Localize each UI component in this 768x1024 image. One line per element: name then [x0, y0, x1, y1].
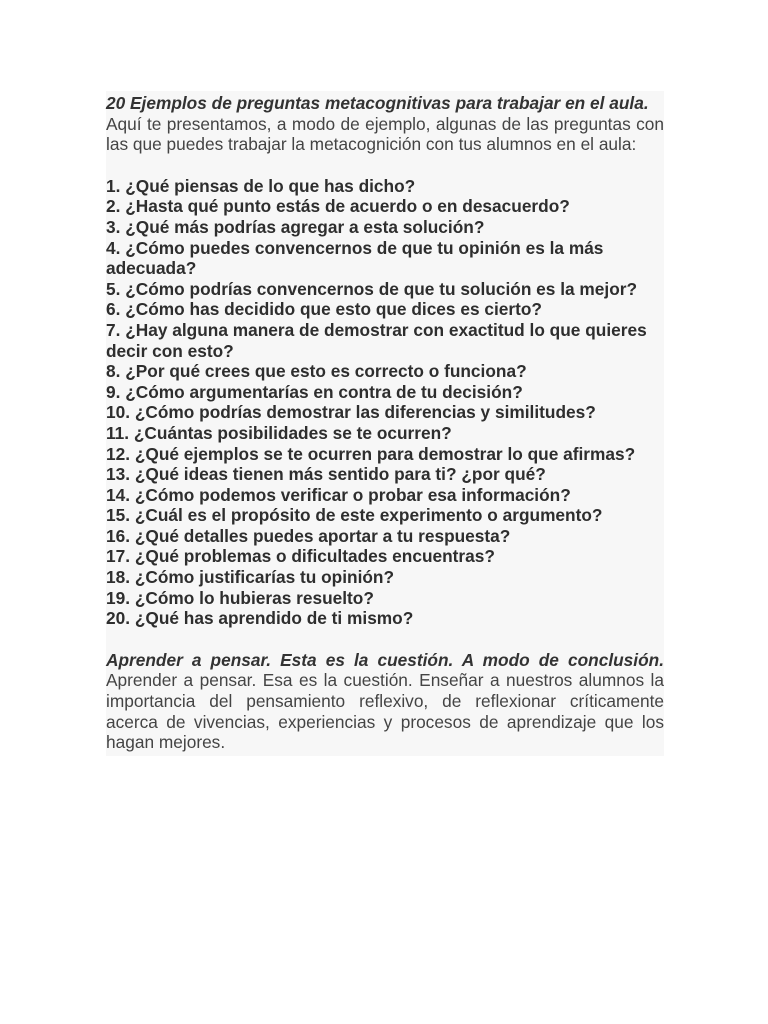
- question-list: [106, 176, 664, 629]
- question-item: 10. ¿Cómo podrías demostrar las diferencias y similitudes?: [106, 402, 596, 423]
- spacer: [106, 629, 664, 650]
- article-text-block: [106, 91, 664, 756]
- question-item: 4. ¿Cómo puedes convencernos de que tu opinión es la más adecuada?: [106, 237, 604, 279]
- conclusion-heading: Aprender a pensar. Esta es la cuestión. A modo de conclusión.: [106, 649, 664, 670]
- question-item: 18. ¿Cómo justificarías tu opinión?: [106, 567, 395, 588]
- question-item: 3. ¿Qué más podrías agregar a esta solución?: [106, 216, 485, 237]
- question-item: 9. ¿Cómo argumentarías en contra de tu decisión?: [106, 381, 523, 402]
- question-item: 16. ¿Qué detalles puedes aportar a tu respuesta?: [106, 525, 511, 546]
- question-item: 14. ¿Cómo podemos verificar o probar esa información?: [106, 484, 571, 505]
- spacer: [106, 155, 664, 176]
- question-item: 12. ¿Qué ejemplos se te ocurren para demostrar lo que afirmas?: [106, 443, 636, 464]
- question-item: 5. ¿Cómo podrías convencernos de que tu solución es la mejor?: [106, 278, 638, 299]
- intro-paragraph: Aquí te presentamos, a modo de ejemplo, algunas de las preguntas con las que puedes trabajar la metacognición con tus alumnos en el aula:: [106, 113, 664, 155]
- question-item: 20. ¿Qué has aprendido de ti mismo?: [106, 608, 414, 629]
- article-title: 20 Ejemplos de preguntas metacognitivas para trabajar en el aula.: [106, 93, 649, 113]
- question-item: 1. ¿Qué piensas de lo que has dicho?: [106, 175, 416, 196]
- question-item: 17. ¿Qué problemas o dificultades encuentras?: [106, 546, 495, 567]
- question-item: 7. ¿Hay alguna manera de demostrar con exactitud lo que quieres decir con esto?: [106, 319, 647, 361]
- question-item: 6. ¿Cómo has decidido que esto que dices es cierto?: [106, 299, 542, 320]
- question-item: 13. ¿Qué ideas tienen más sentido para ti? ¿por qué?: [106, 464, 546, 485]
- question-item: 15. ¿Cuál es el propósito de este experimento o argumento?: [106, 505, 603, 526]
- conclusion-paragraph: Aprender a pensar. Esa es la cuestión. Enseñar a nuestros alumnos la importancia del pensamiento reflexivo, de reflexionar críticamente acerca de vivencias, experiencias y procesos de aprendizaje que los hagan mejores.: [106, 670, 664, 753]
- question-item: 11. ¿Cuántas posibilidades se te ocurren?: [106, 422, 452, 443]
- question-item: 2. ¿Hasta qué punto estás de acuerdo o en desacuerdo?: [106, 196, 570, 217]
- question-item: 8. ¿Por qué crees que esto es correcto o funciona?: [106, 361, 527, 382]
- question-item: 19. ¿Cómo lo hubieras resuelto?: [106, 587, 374, 608]
